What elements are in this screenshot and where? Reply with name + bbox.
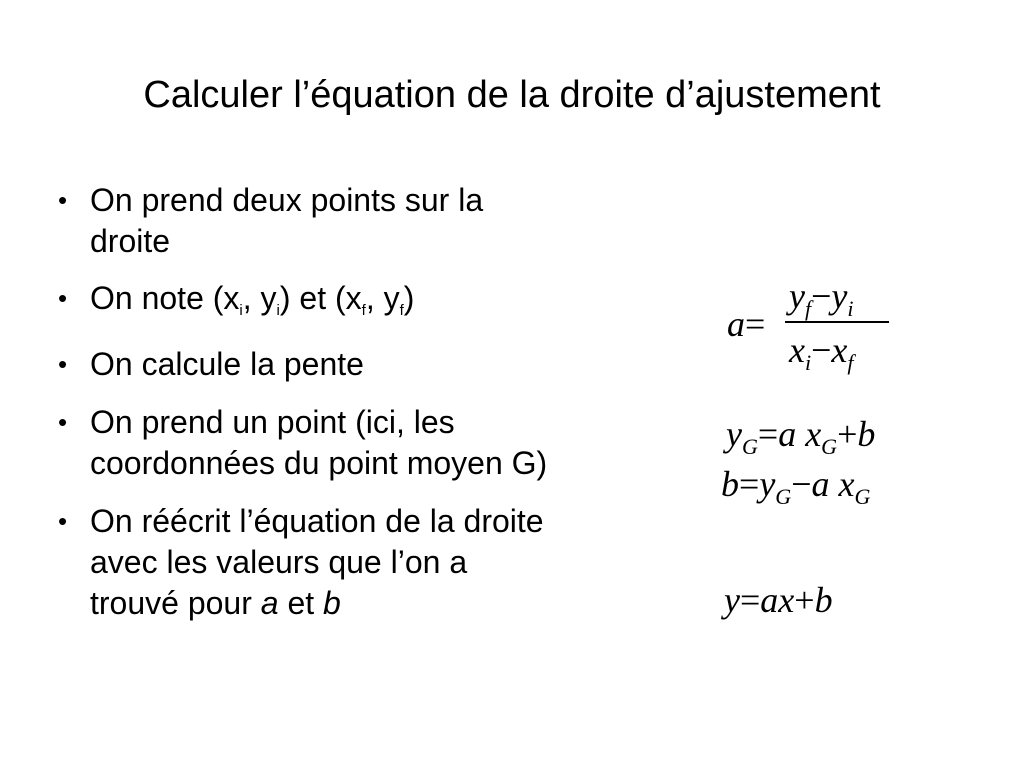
var-b: b [857, 414, 876, 454]
bullet-dot: • [58, 349, 68, 379]
slope-formula [727, 272, 907, 382]
var-x: x [831, 330, 848, 370]
minus-sign: − [791, 464, 812, 504]
var-y: y [726, 414, 742, 454]
var-x: x [838, 464, 855, 504]
var-a: a [811, 464, 830, 504]
subscript: i [276, 302, 280, 319]
line-equation [724, 580, 833, 620]
bullet-fragment: , y [365, 280, 400, 316]
bullet-line: On prend un point (ici, les [90, 404, 455, 440]
subscript: G [775, 484, 792, 509]
var-x: x [805, 414, 822, 454]
var-y: y [724, 580, 740, 620]
equals-sign: = [757, 414, 779, 454]
var-y: y [831, 276, 848, 316]
slide-title: Calculer l’équation de la droite d’ajustement [143, 74, 881, 116]
subscript: i [804, 350, 812, 375]
bullet-text [90, 180, 650, 262]
var-b: b [721, 464, 739, 504]
equals-sign: = [745, 304, 766, 344]
subscript: f [361, 302, 366, 319]
var-x: x [789, 330, 805, 370]
bullet-text [90, 501, 650, 624]
bullet-fragment: ) et (x [279, 280, 362, 316]
bullet-text: On calcule la pente [90, 346, 364, 382]
fraction-numerator [789, 276, 854, 321]
bullet-fragment: , y [242, 280, 277, 316]
fraction-denominator [789, 330, 854, 375]
bullet-line: droite [90, 223, 171, 259]
var-b: b [814, 580, 833, 620]
bullet-fragment: On note (x [90, 280, 240, 316]
bullet-dot: • [58, 407, 68, 437]
var-y: y [759, 464, 776, 504]
bullet-dot: • [58, 283, 68, 313]
var-ax: ax [760, 580, 795, 620]
subscript: f [847, 350, 854, 375]
subscript: G [741, 434, 758, 459]
bullet-dot: • [58, 185, 68, 215]
bullet-line [90, 583, 650, 624]
bullet-text [90, 278, 650, 319]
minus-sign: − [811, 276, 832, 316]
var-a: a [727, 304, 745, 344]
plus-sign: + [794, 580, 815, 620]
fraction-bar [785, 321, 889, 323]
subscript: f [399, 302, 404, 319]
bullet-fragment: trouvé pour [90, 585, 261, 621]
plus-sign: + [837, 414, 858, 454]
subscript: f [804, 296, 812, 321]
bullet-fragment: ) [403, 280, 415, 316]
bullet-line: On réécrit l’équation de la droite [90, 503, 544, 539]
b-equation [721, 464, 871, 509]
bullet-text [90, 402, 650, 484]
var-a: a [778, 414, 797, 454]
formula-lhs [727, 304, 765, 344]
bullet-line: coordonnées du point moyen G) [90, 445, 548, 481]
variable-a: a [260, 585, 279, 621]
subscript: G [821, 434, 838, 459]
point-equation [726, 414, 876, 459]
variable-b: b [323, 585, 341, 621]
equals-sign: = [739, 464, 760, 504]
subscript: i [239, 302, 243, 319]
bullet-line: On prend deux points sur la [90, 182, 484, 218]
equals-sign: = [739, 580, 761, 620]
minus-sign: − [811, 330, 832, 370]
subscript: G [854, 484, 871, 509]
bullet-line: avec les valeurs que l’on a [90, 544, 468, 580]
subscript: i [847, 296, 854, 321]
var-y: y [789, 276, 805, 316]
bullet-dot: • [58, 506, 68, 536]
bullet-fragment: et [278, 585, 324, 621]
